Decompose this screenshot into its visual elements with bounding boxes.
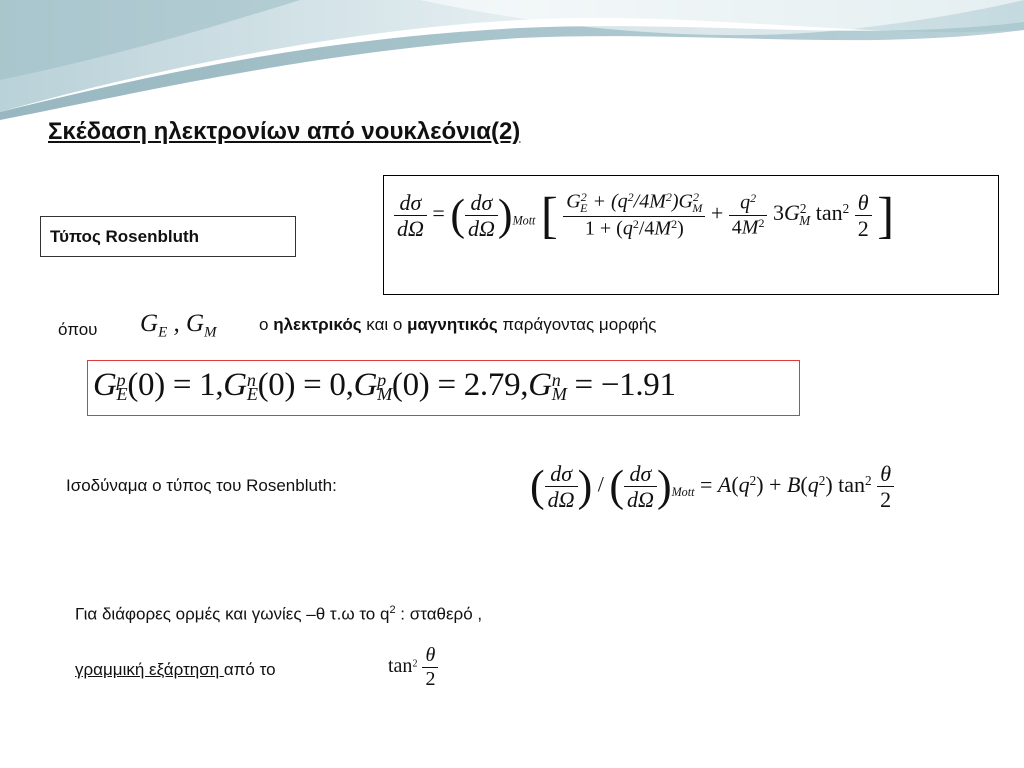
page-title: Σκέδαση ηλεκτρονίων από νουκλεόνια(2) [48, 118, 521, 145]
rosenbluth-label: Τύπος Rosenbluth [50, 227, 199, 246]
rosenbluth-formula-box [383, 175, 999, 295]
various-momenta-text: Για διάφορες ορμές και γωνίες –θ τ.ω το $q^2$ : σταθερό , [75, 604, 483, 624]
linear-dependence-text: γραμμική εξάρτηση από το [75, 660, 276, 679]
rosenbluth-formula: $\frac{d\sigma}{d\Omega}$ = ( $\frac{d\sigma}{d\Omega}$ )$_{Mott}$ [ $\frac{G^2_E + (q^2/4M^2)G^2_M}{1 + (q^2/4M^2)}$ + $\frac{q^2}{4M^2}$ $3G^2_M$ $\tan^2$ $\frac{\theta}{2}$ ] [394, 190, 894, 241]
header-wave-decoration [0, 0, 1024, 130]
form-factor-values-box [87, 360, 800, 416]
rosenbluth-label-box [40, 216, 296, 257]
opou-label: όπου [58, 320, 98, 339]
form-factor-description: ο ηλεκτρικός και ο μαγνητικός παράγοντας μορφής [259, 315, 657, 334]
mott-subscript: Mott [512, 213, 536, 228]
mott-subscript-2: Mott [671, 484, 695, 499]
form-factor-values: G p E (0) = 1,G n E (0) = 0,G p M (0) = 2.79,G n M = −1.91 [93, 367, 676, 405]
equivalent-text: Ισοδύναμα ο τύπος του Rosenbluth: [66, 476, 337, 495]
ge-gm-symbols: $G_E$ , $G_M$ [140, 310, 217, 341]
tan-half-theta: $\tan^2$ $\frac{\theta}{2}$ [388, 645, 438, 690]
equivalent-formula: ( $\frac{d\sigma}{d\Omega}$ ) / ( $\frac{d\sigma}{d\Omega}$ )$_{Mott} = A(q^2) + B(q^2)$ $\tan^2$ $\frac{\theta}{2}$ [530, 462, 894, 511]
